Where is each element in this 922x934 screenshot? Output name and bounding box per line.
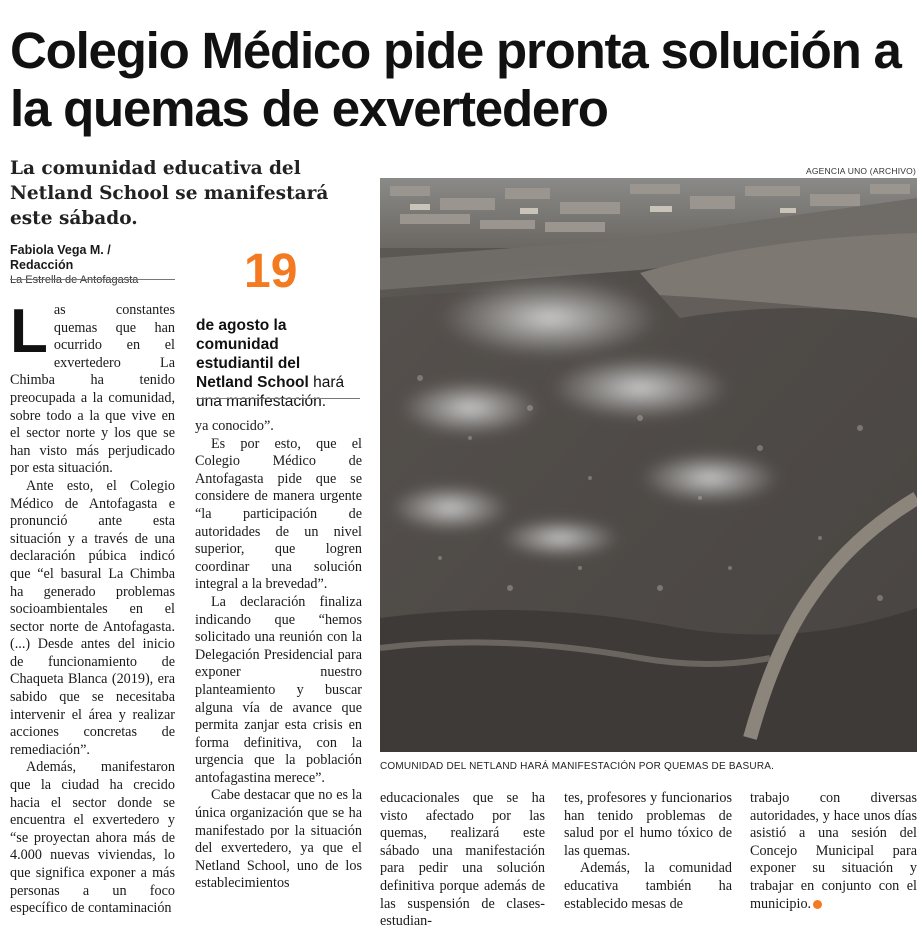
- dropcap: L: [10, 297, 48, 366]
- photo-credit: AGENCIA UNO (ARCHIVO): [806, 166, 916, 176]
- article-paragraph: Además, manifestaron que la ciudad ha crecido hacia el sector donde se encuentra el exvertedero y “se proyectan ahora más de 4.000 nuevas viviendas, lo que significa exponer a más personas a un foco específico de contaminación: [10, 759, 175, 917]
- article-column-5: [750, 790, 917, 913]
- photo-caption: COMUNIDAD DEL NETLAND HARÁ MANIFESTACIÓN POR QUEMAS DE BASURA.: [380, 761, 775, 772]
- article-paragraph: tes, profesores y funcionarios han tenido problemas de salud por el humo tóxico de las quemas.: [564, 790, 732, 859]
- byline: [10, 243, 175, 287]
- article-paragraph: Las constantes quemas que han ocurrido en el exvertedero La Chimba ha tenido preocupada a la comunidad, sobre todo a la que vive en el sector norte y los que se han visto más perjudicado por esta situación.: [10, 297, 175, 477]
- article-paragraph: Además, la comunidad educativa también ha establecido mesas de: [564, 860, 732, 912]
- article-column-2: [195, 418, 362, 893]
- article-paragraph: La declaración finaliza indicando que “hemos solicitado una reunión con la Delegación Presidencial para exponer nuestro planteamiento y buscar alguna vía de avance que permita zanjar esta crisis en forma definitiva, con la urgencia que la población antofagastina merece”.: [195, 593, 362, 786]
- byline-author: Fabiola Vega M. / Redacción: [10, 243, 111, 272]
- subheadline: La comunidad educativa del Netland School se manifestará este sábado.: [10, 158, 329, 229]
- article-column-1: [10, 297, 175, 918]
- article-paragraph: educacionales que se ha visto afectado por las quemas, realizará este sábado una manifestación para pedir una solución definitiva porque además de las suspensión de clases- estudian-: [380, 790, 545, 930]
- stat-rule: [196, 398, 360, 399]
- article-paragraph: Cabe destacar que no es la única organización que se ha manifestado por la situación del exvertedero, ya que el Netland School, uno de los establecimientos: [195, 787, 362, 892]
- stat-text: [196, 316, 358, 411]
- article-paragraph: ya conocido”.: [195, 418, 274, 434]
- stat-number: 19: [244, 245, 298, 298]
- stat-text-bold: de agosto la comunidad estudiantil del Netland School: [196, 317, 309, 391]
- article-paragraph: trabajo con diversas autoridades, y hace unos días asistió a una sesión del Concejo Municipal para exponer su situación y trabajar en conjunto con el municipio.: [750, 790, 917, 912]
- article-column-3: [380, 790, 545, 931]
- landfill-photo: [380, 178, 917, 752]
- article-column-4: [564, 790, 732, 913]
- stat-text-rest: hará una manifestación.: [196, 374, 345, 410]
- byline-newspaper: La Estrella de Antofagasta: [10, 274, 139, 286]
- article-paragraph: Es por esto, que el Colegio Médico de Antofagasta pide que se considere de manera urgente “la participación de autoridades de un nivel superior, que logren coordinar una solución integral a la brevedad”.: [195, 435, 362, 593]
- byline-rule: [10, 279, 175, 280]
- landfill-photo-illustration: [380, 178, 917, 752]
- article-paragraph: Ante esto, el Colegio Médico de Antofagasta e pronunció ante esta situación y a través de una declaración púbica indicó que “el basural La Chimba ha generado problemas socioambientales en el sector norte de Antofagasta. (...) Desde antes del inicio de funcionamiento de Chaqueta Blanca (2019), era sabido que se necesitaba intervenir el área y realizar acciones concretas de remediación”.: [10, 477, 175, 758]
- end-of-article-icon: [813, 900, 822, 909]
- headline: Colegio Médico pide pronta solución a la quemas de exvertedero: [10, 22, 901, 137]
